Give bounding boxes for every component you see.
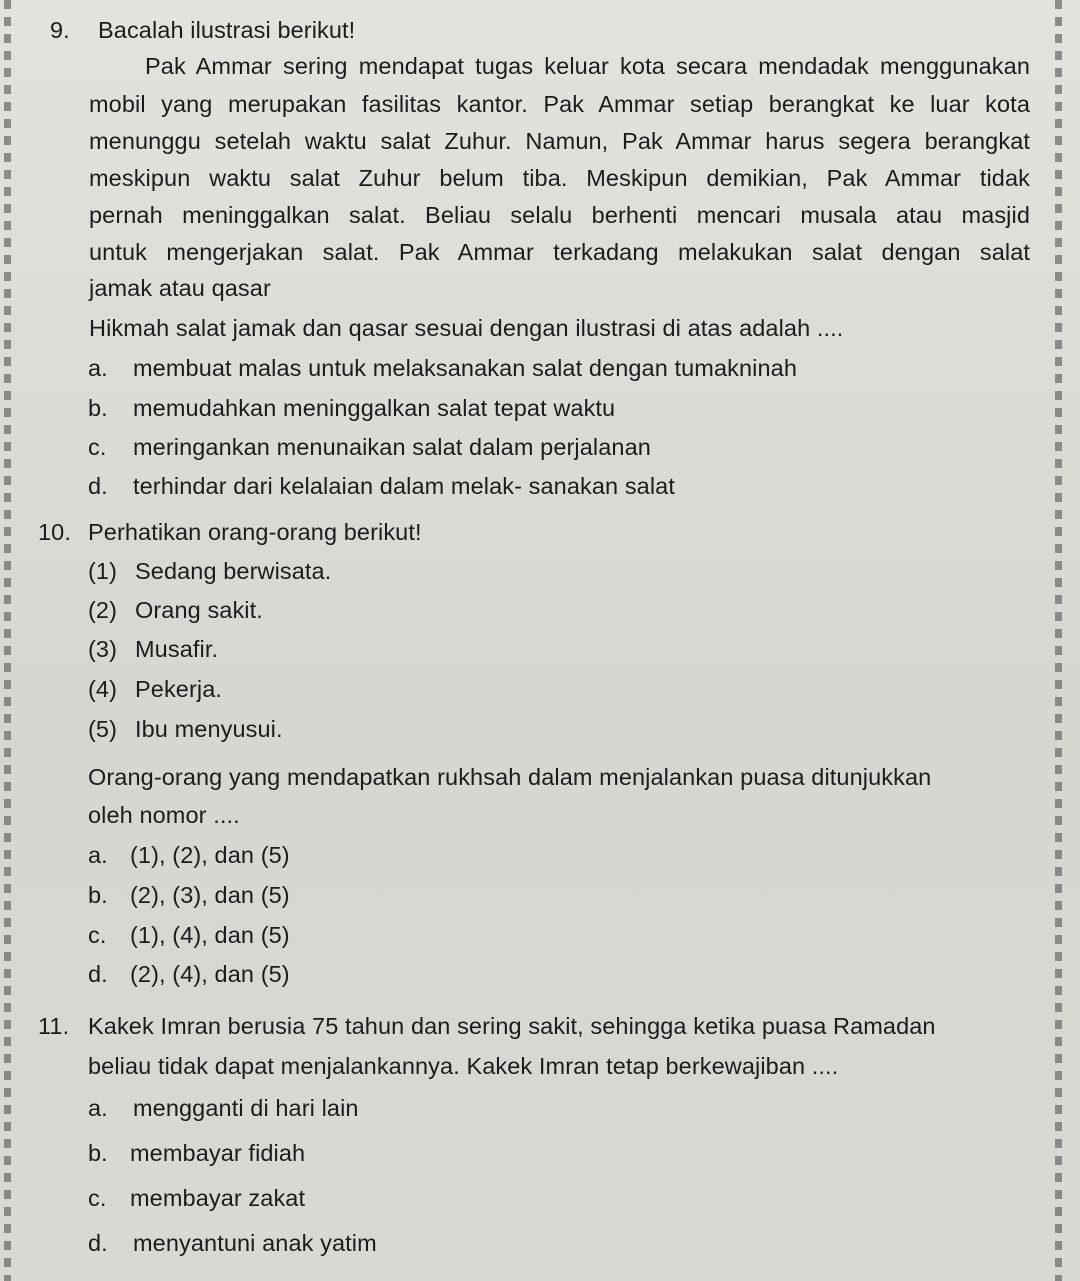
q11-question-line-1: Kakek Imran berusia 75 tahun dan sering sakit, sehingga ketika puasa Ramadan: [88, 1013, 936, 1039]
q10-item-3-num: (3): [88, 636, 118, 662]
q10-item-5-num: (5): [88, 716, 118, 742]
q9-option-a-text: membuat malas untuk melaksanakan salat dengan tumakninah: [133, 355, 797, 381]
q9-option-b-letter: b.: [88, 395, 108, 421]
q10-option-c-text: (1), (4), dan (5): [130, 922, 290, 948]
q9-option-c-text: meringankan menunaikan salat dalam perjalanan: [133, 434, 651, 460]
q10-option-b-letter: b.: [88, 882, 108, 908]
q10-option-c-letter: c.: [88, 922, 107, 948]
q10-option-a-letter: a.: [88, 842, 108, 868]
q9-option-b-text: memudahkan meninggalkan salat tepat waktu: [133, 395, 616, 421]
q11-number: 11.: [38, 1013, 70, 1039]
q10-item-4-num: (4): [88, 676, 118, 702]
q10-option-a-text: (1), (2), dan (5): [130, 842, 290, 868]
q9-passage-line-6: untuk mengerjakan salat. Pak Ammar terkadang melakukan salat dengan salat: [89, 239, 1030, 265]
q10-item-3-text: Musafir.: [135, 636, 219, 662]
q9-option-d-letter: d.: [88, 473, 108, 499]
q9-passage-line-5: pernah meninggalkan salat. Beliau selalu berhenti mencari musala atau masjid: [89, 202, 1030, 228]
q9-question: Hikmah salat jamak dan qasar sesuai dengan ilustrasi di atas adalah ....: [89, 315, 844, 341]
q11-option-b-text: membayar fidiah: [130, 1140, 306, 1166]
q10-item-4-text: Pekerja.: [135, 676, 223, 702]
q9-number: 9.: [50, 17, 70, 43]
q9-option-a-letter: a.: [88, 355, 108, 381]
q11-option-a-letter: a.: [88, 1095, 108, 1121]
q9-passage-line-2: mobil yang merupakan fasilitas kantor. Pak Ammar setiap berangkat ke luar kota: [89, 91, 1030, 117]
q10-item-2-num: (2): [88, 597, 118, 623]
q11-option-d-text: menyantuni anak yatim: [133, 1230, 377, 1256]
q11-option-b-letter: b.: [88, 1140, 108, 1166]
q10-question-line-2: oleh nomor ....: [88, 802, 240, 828]
q9-passage-line-1: Pak Ammar sering mendapat tugas keluar kota secara mendadak menggunakan: [145, 53, 1030, 79]
q10-option-b-text: (2), (3), dan (5): [130, 882, 290, 908]
q9-passage-line-7: jamak atau qasar: [89, 275, 271, 301]
q11-option-c-letter: c.: [88, 1185, 107, 1211]
q11-option-a-text: mengganti di hari lain: [133, 1095, 359, 1121]
q9-instruction: Bacalah ilustrasi berikut!: [98, 17, 356, 43]
page-binding-right: [1055, 0, 1062, 1281]
q11-option-d-letter: d.: [88, 1230, 108, 1256]
q10-item-1-text: Sedang berwisata.: [135, 558, 332, 584]
q10-question-line-1: Orang-orang yang mendapatkan rukhsah dalam menjalankan puasa ditunjukkan: [88, 764, 932, 790]
q10-item-5-text: Ibu menyusui.: [135, 716, 283, 742]
q11-option-c-text: membayar zakat: [130, 1185, 306, 1211]
q10-number: 10.: [38, 519, 71, 545]
q9-option-c-letter: c.: [88, 434, 107, 460]
q11-question-line-2: beliau tidak dapat menjalankannya. Kakek Imran tetap berkewajiban ....: [88, 1053, 839, 1079]
q9-option-d-text: terhindar dari kelalaian dalam melak- sanakan salat: [133, 473, 675, 499]
q10-instruction: Perhatikan orang-orang berikut!: [88, 519, 422, 545]
page-binding-left: [4, 0, 11, 1281]
q10-item-2-text: Orang sakit.: [135, 597, 263, 623]
q10-option-d-letter: d.: [88, 961, 108, 987]
q9-passage-line-3: menunggu setelah waktu salat Zuhur. Namun, Pak Ammar harus segera berangkat: [89, 128, 1030, 154]
q9-passage-line-4: meskipun waktu salat Zuhur belum tiba. Meskipun demikian, Pak Ammar tidak: [89, 165, 1030, 191]
q10-item-1-num: (1): [88, 558, 118, 584]
q10-option-d-text: (2), (4), dan (5): [130, 961, 290, 987]
